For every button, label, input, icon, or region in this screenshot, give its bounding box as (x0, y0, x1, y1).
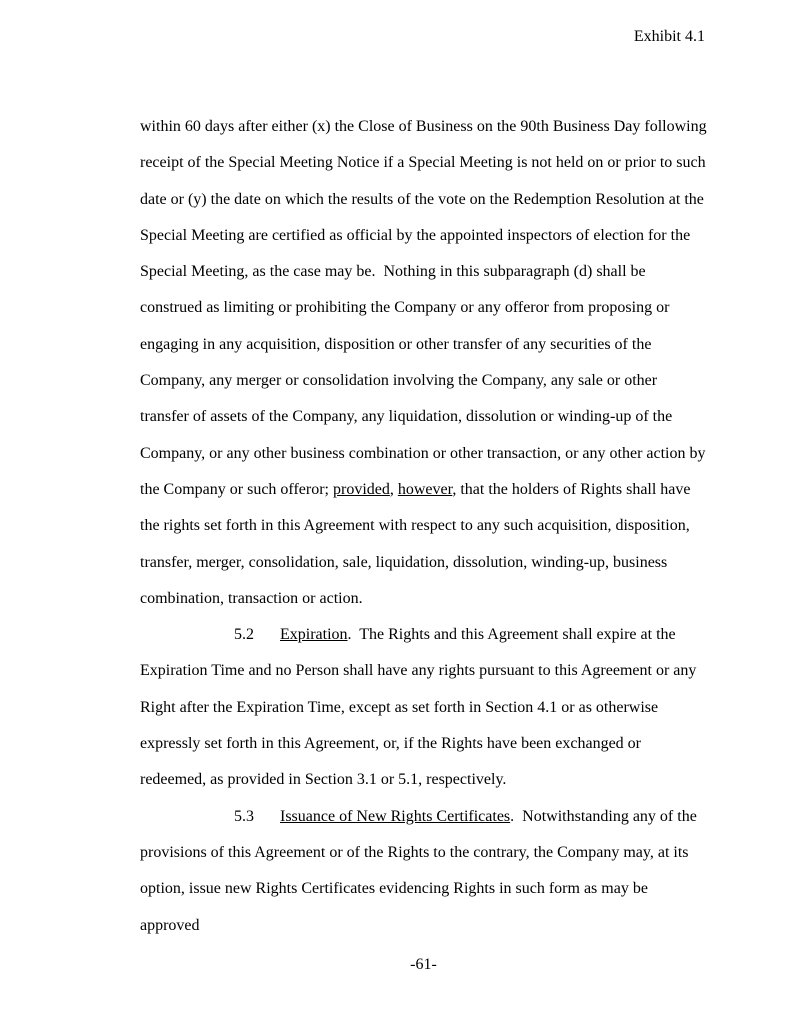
text-run: . Notwithstanding any of the provisions of this Agreement or of the Rights to the contrary, the Company may, at its option, issue new Rights Certificates evidencing Rights in such form as may be approved (140, 807, 701, 934)
underlined-text: however (397, 480, 453, 498)
text-run: . The Rights and this Agreement shall expire at the Expiration Time and no Person shall have any rights pursuant to this Agreement or any Right after the Expiration Time, except as set forth in Section 4.1 or as otherwise expressly set forth in this Agreement, or, if the Rights have been exchanged or redeemed, as provided in Section 3.1 or 5.1, respectively. (140, 626, 701, 789)
exhibit-label: Exhibit 4.1 (633, 28, 705, 45)
page-number: -61- (410, 955, 437, 973)
text-run: 5.3 (234, 807, 254, 825)
underlined-text: provided (333, 480, 390, 498)
paragraph-section-5.2 (140, 617, 707, 798)
document-body (140, 109, 711, 944)
text-run: within 60 days after either (x) the Close of Business on the 90th Business Day following receipt of the Special Meeting Notice if a Special Meeting is not held on or prior to such date or (y) the date on which the results of the vote on the Redemption Resolution at the Special Meeting are certified as official by the appointed inspectors of election for the Special Meeting, as the case may be. Nothing in this subparagraph (d) shall be construed as limiting or prohibiting the Company or any offeror from proposing or engaging in any acquisition, disposition or other transfer of any securities of the Company, any merger or consolidation involving the Company, any sale or other transfer of assets of the Company, any liquidation, dissolution or winding-up of the Company, or any other business combination or other transaction, or any other action by the Company or such offeror; (140, 118, 711, 498)
paragraph-section-5.3 (140, 799, 707, 944)
text-run: , that the holders of Rights shall have the rights set forth in this Agreement with respect to any such acquisition, disposition, transfer, merger, consolidation, sale, liquidation, dissolution, winding-up, business combination, transaction or action. (140, 480, 695, 607)
underlined-text: Expiration (280, 626, 348, 644)
text-run: 5.2 (234, 626, 254, 644)
text-run: , (389, 480, 398, 498)
underlined-text: Issuance of New Rights Certificates (280, 807, 511, 825)
paragraph (140, 109, 711, 617)
